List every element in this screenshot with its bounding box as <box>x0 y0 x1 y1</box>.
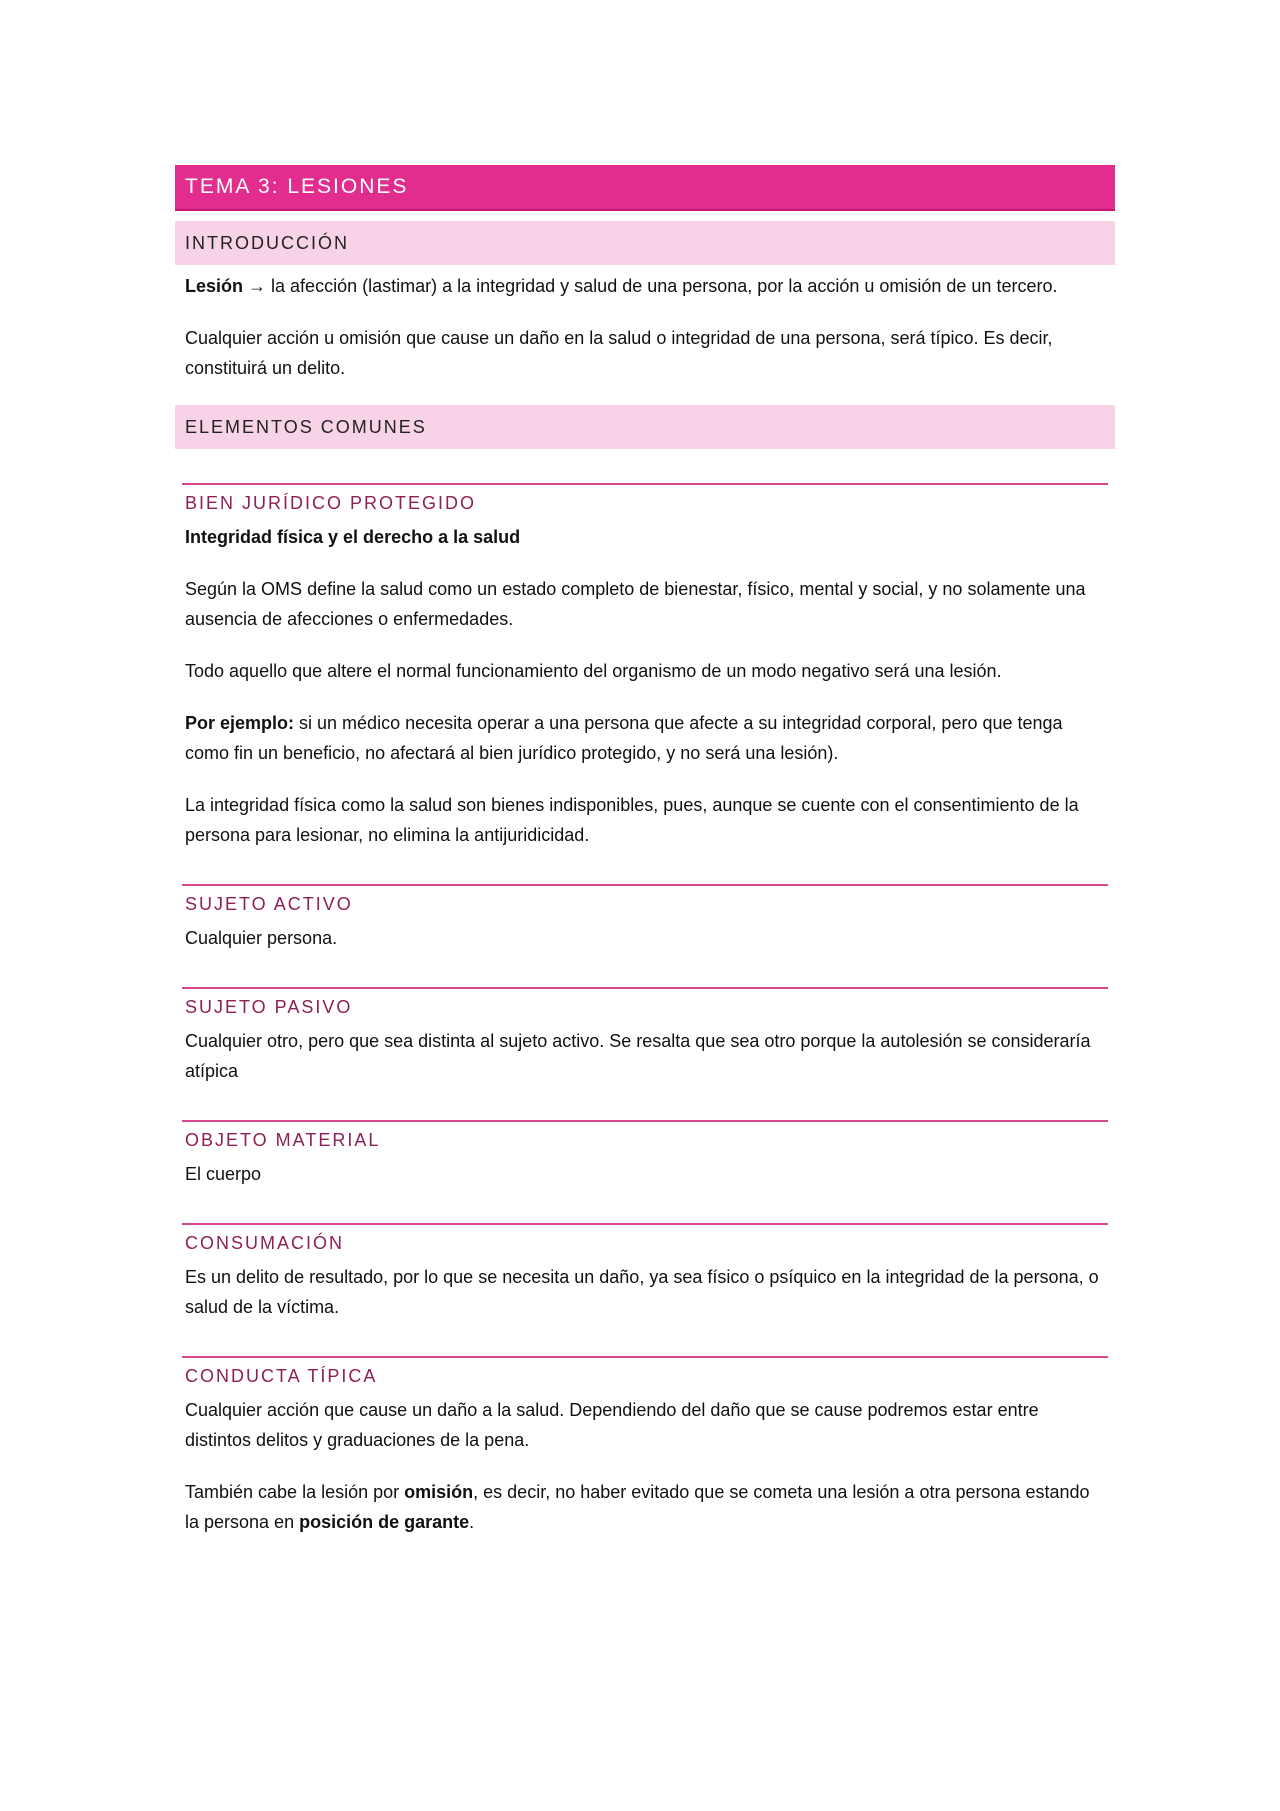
paragraph: Según la OMS define la salud como un estado completo de bienestar, físico, mental y social, y no solamente una ausencia de afecciones o enfermedades. <box>185 579 1086 629</box>
document-page <box>175 165 1115 1537</box>
section-heading: ELEMENTOS COMUNES <box>185 416 427 437</box>
section-introduccion <box>175 221 1115 265</box>
paragraph: Es un delito de resultado, por lo que se necesita un daño, ya sea físico o psíquico en la integridad de la persona, o salud de la víctima. <box>185 1267 1099 1317</box>
bold-term: Lesión <box>185 276 244 296</box>
paragraph: Por ejemplo: si un médico necesita operar a una persona que afecte a su integridad corporal, pero que tenga como fin un beneficio, no afectará al bien jurídico protegido, y no será una lesión). <box>185 713 1063 763</box>
paragraph: Lesión → la afección (lastimar) a la integridad y salud de una persona, por la acción u omisión de un tercero. <box>185 276 1058 296</box>
paragraph: El cuerpo <box>185 1164 262 1184</box>
paragraph-bold: Integridad física y el derecho a la salud <box>185 527 521 547</box>
subheading-bien-juridico: BIEN JURÍDICO PROTEGIDO <box>182 483 1108 514</box>
paragraph: La integridad física como la salud son bienes indisponibles, pues, aunque se cuente con el consentimiento de la persona para lesionar, no elimina la antijuridicidad. <box>185 795 1079 845</box>
section-elementos-comunes <box>175 405 1115 449</box>
paragraph: Cualquier persona. <box>185 928 338 948</box>
paragraph: Cualquier acción que cause un daño a la salud. Dependiendo del daño que se cause podremos estar entre distintos delitos y graduaciones de la pena. <box>185 1400 1039 1450</box>
subheading-sujeto-pasivo: SUJETO PASIVO <box>182 987 1108 1018</box>
page-title: TEMA 3: LESIONES <box>185 175 409 198</box>
subheading-conducta-tipica: CONDUCTA TÍPICA <box>182 1356 1108 1387</box>
paragraph: Todo aquello que altere el normal funcionamiento del organismo de un modo negativo será una lesión. <box>185 661 1002 681</box>
section-heading: INTRODUCCIÓN <box>185 232 349 253</box>
subheading-objeto-material: OBJETO MATERIAL <box>182 1120 1108 1151</box>
title-bar <box>175 165 1115 209</box>
paragraph: Cualquier acción u omisión que cause un daño en la salud o integridad de una persona, será típico. Es decir, constituirá un delito. <box>185 328 1053 378</box>
paragraph: También cabe la lesión por omisión, es decir, no haber evitado que se cometa una lesión a otra persona estando la persona en posición de garante. <box>185 1482 1090 1532</box>
subheading-consumacion: CONSUMACIÓN <box>182 1223 1108 1254</box>
subheading-sujeto-activo: SUJETO ACTIVO <box>182 884 1108 915</box>
paragraph: Cualquier otro, pero que sea distinta al sujeto activo. Se resalta que sea otro porque la autolesión se consideraría atípica <box>185 1031 1091 1081</box>
arrow-icon: → <box>248 276 267 296</box>
